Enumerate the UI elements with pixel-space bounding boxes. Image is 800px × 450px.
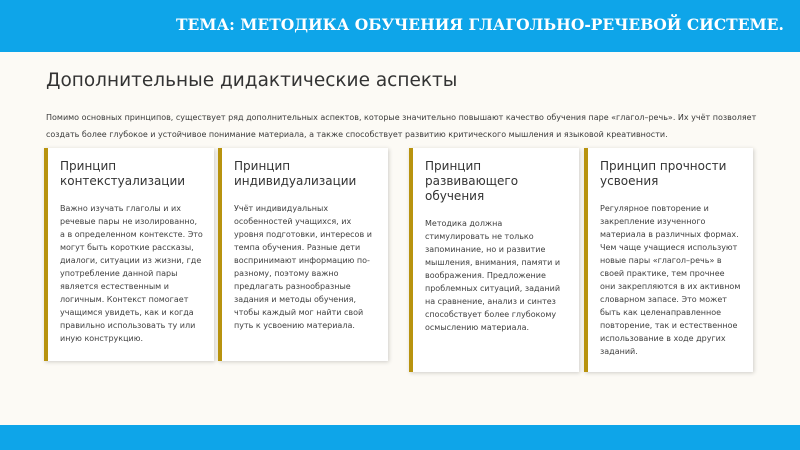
card-developmental-learning xyxy=(409,148,579,372)
card-body: Важно изучать глаголы и их речевые пары не изолированно, а в определенном контексте. Это могут быть короткие рассказы, диалоги, ситуации из жизни, где употребление данной пары является естественным и логичным. Контекст помогает учащимся увидеть, как и когда правильно использовать ту или иную конструкцию. xyxy=(60,204,203,343)
header-bar xyxy=(0,0,800,52)
footer-bar xyxy=(0,425,800,450)
slide-title: ТЕМА: МЕТОДИКА ОБУЧЕНИЯ ГЛАГОЛЬНО-РЕЧЕВОЙ СИСТЕМЕ. xyxy=(176,15,784,34)
card-title: Принцип контекстуализации xyxy=(60,159,186,188)
intro-paragraph: Помимо основных принципов, существует ряд дополнительных аспектов, которые значительно повышают качество обучения паре «глагол–речь». Их учёт позволяет создать более глубокое и устойчивое понимание материала, а также способствует развитию критического мышления и языковой креативности. xyxy=(46,113,757,139)
card-title: Принцип развивающего обучения xyxy=(425,159,519,203)
card-body: Методика должна стимулировать не только запоминание, но и развитие мышления, внимания, памяти и воображения. Предложение проблемных ситуаций, заданий на сравнение, анализ и синтез способствует более глубокому осмыслению материала. xyxy=(425,219,561,332)
card-contextualization xyxy=(44,148,214,361)
card-title: Принцип прочности усвоения xyxy=(600,159,727,188)
card-body: Регулярное повторение и закрепление изученного материала в различных формах. Чем чаще учащиеся используют новые пары «глагол–речь» в своей практике, тем прочнее они закрепляются в их активном словарном запасе. Это может быть как целенаправленное повторение, так и естественное использование в ходе других заданий. xyxy=(600,204,741,356)
card-title: Принцип индивидуализации xyxy=(234,159,357,188)
card-individualization xyxy=(218,148,388,361)
section-heading: Дополнительные дидактические аспекты xyxy=(46,70,458,91)
card-durable-learning xyxy=(584,148,753,372)
card-body: Учёт индивидуальных особенностей учащихся, их уровня подготовки, интересов и темпа обучения. Разные дети воспринимают информацию по-разному, поэтому важно предлагать разнообразные задания и методы обучения, чтобы каждый мог найти свой путь к усвоению материала. xyxy=(234,204,372,330)
